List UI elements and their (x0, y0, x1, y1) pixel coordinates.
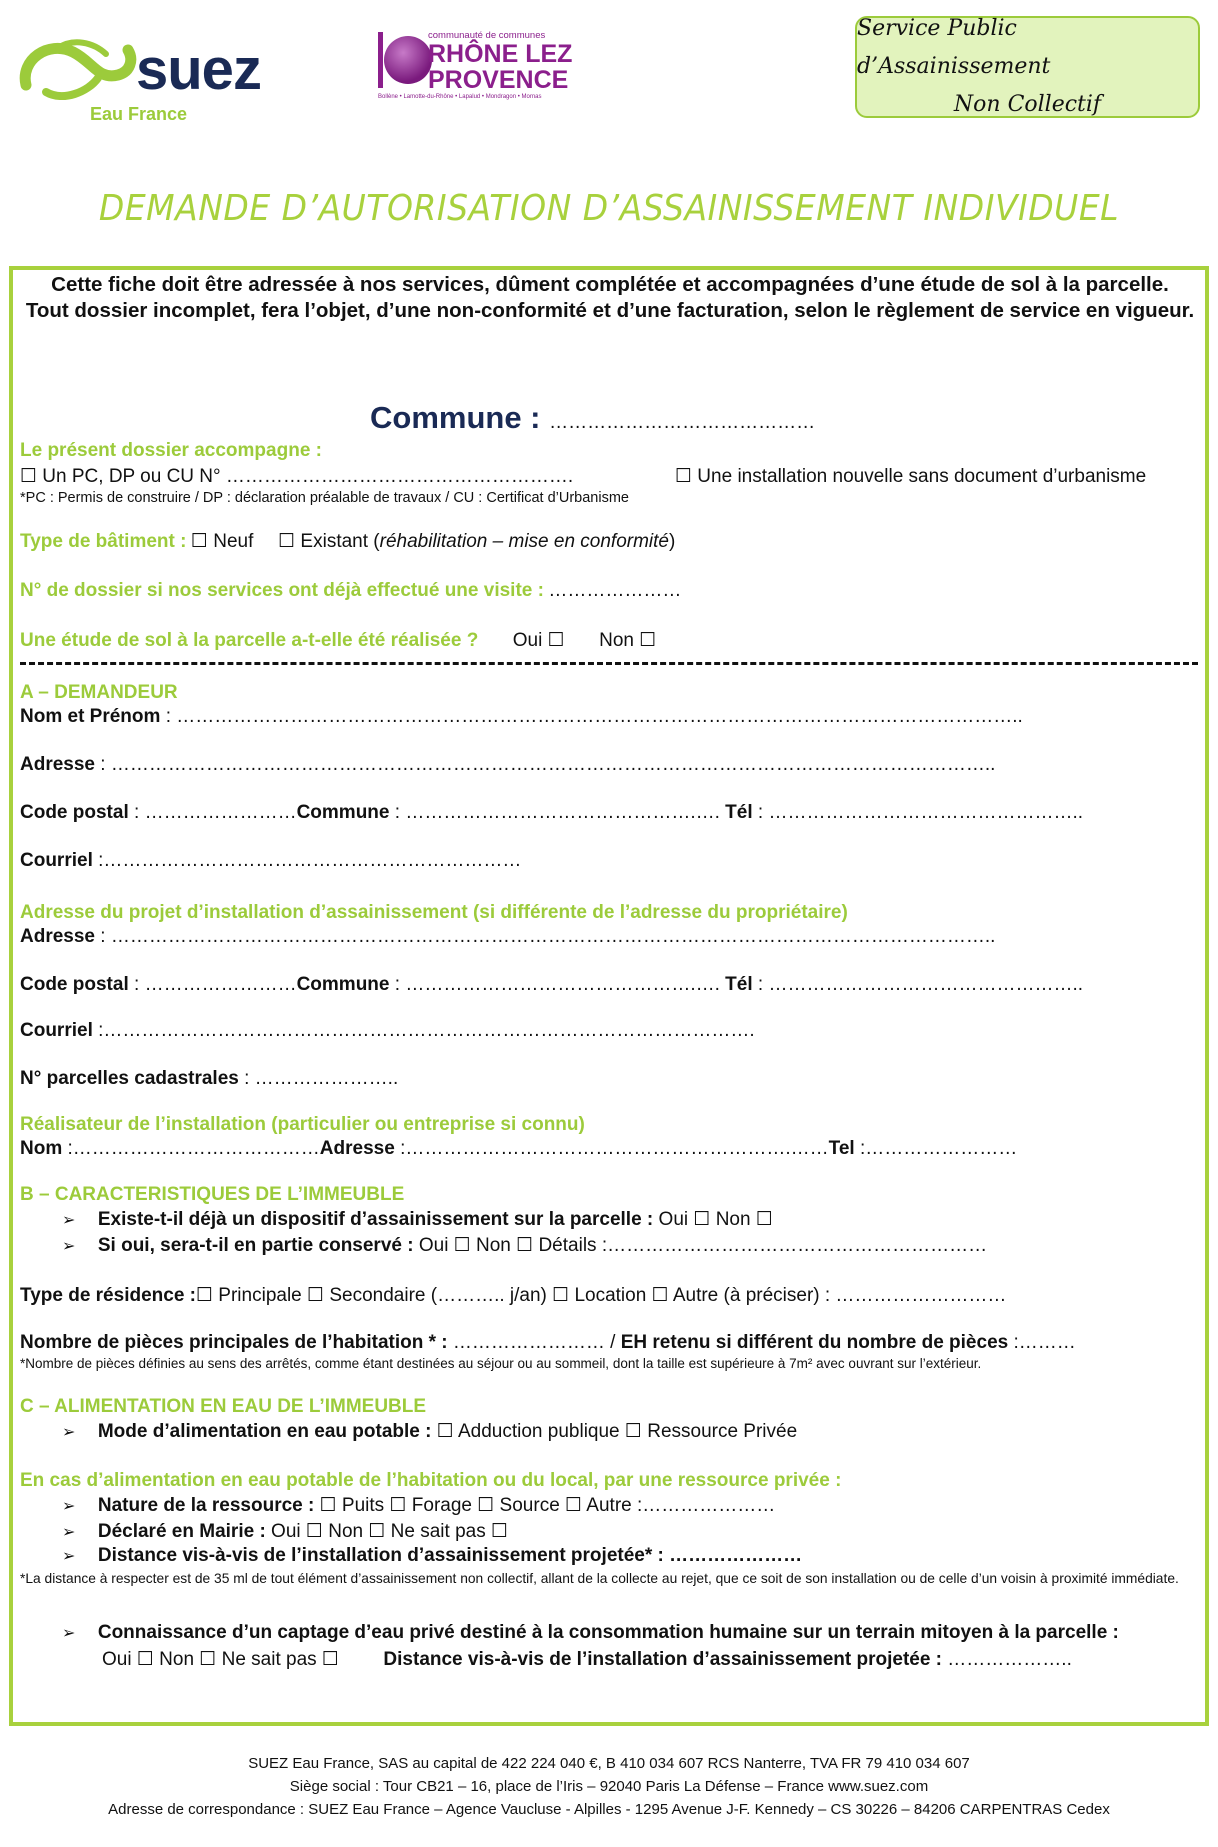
batiment-existant-close: ) (669, 531, 676, 552)
realisateur-row[interactable] (20, 1138, 1017, 1160)
commune-field[interactable] (370, 400, 815, 436)
commune-dots-a[interactable]: : ……………………………………….…. (389, 802, 726, 823)
demandeur-nom-row[interactable] (20, 706, 1023, 728)
crlp-line2: PROVENCE (428, 66, 569, 94)
mairie-label: Déclaré en Mairie : (97, 1521, 266, 1542)
distance-note: *La distance à respecter est de 35 ml de tout élément d’assainissement non collectif, allant de la collecte au rejet, que ce soit de son installation ou de celle d’un voisin à proximité immédiate. (20, 1571, 1179, 1586)
projet-title: Adresse du projet d’installation d’assainissement (si différente de l’adresse du propriétaire) (20, 902, 848, 923)
arrow-bullet-icon: ➢ (62, 1498, 76, 1515)
dossier-option-pc[interactable]: ☐ Un PC, DP ou CU N° ………………………………………………. (20, 466, 574, 487)
courriel-label: Courriel (20, 850, 93, 871)
projet-courriel-label: Courriel (20, 1020, 93, 1041)
real-tel-label: Tel (828, 1138, 855, 1159)
commune-label: Commune : (370, 400, 541, 435)
dispositif-row[interactable] (62, 1208, 773, 1231)
commune-label-a: Commune (296, 802, 390, 823)
crlp-top-label: communauté de communes (428, 30, 546, 41)
residence-row[interactable] (20, 1284, 1006, 1307)
demandeur-adresse-row[interactable] (20, 754, 995, 776)
parcelles-row[interactable] (20, 1068, 398, 1090)
spanc-line1: Service Public d’Assainissement (857, 16, 1051, 79)
crlp-line1: RHÔNE LEZ (428, 40, 573, 68)
section-a-title: A – DEMANDEUR (20, 682, 178, 703)
captage-options[interactable]: Oui ☐ Non ☐ Ne sait pas ☐ (102, 1649, 339, 1670)
suez-logo (18, 30, 328, 150)
real-nom-dots[interactable]: :………………………………… (62, 1138, 320, 1159)
spanc-box (855, 16, 1200, 118)
visite-label: N° de dossier si nos services ont déjà effectué une visite : (20, 580, 544, 601)
arrow-bullet-icon: ➢ (62, 1524, 76, 1541)
nom-dots[interactable]: : …………………………………………………………………………………………………………………….. (160, 706, 1023, 727)
real-adresse-label: Adresse (319, 1138, 395, 1159)
batiment-existant-detail: réhabilitation – mise en conformité (379, 531, 669, 552)
etude-row (20, 629, 656, 652)
projet-tel-dots[interactable]: : ………………………………………….. (752, 974, 1084, 995)
residence-options[interactable]: ☐ Principale ☐ Secondaire (……….. j/an) ☐ Location ☐ Autre (à préciser) : ……………………… (196, 1285, 1007, 1306)
demandeur-courriel-row[interactable] (20, 850, 521, 872)
arrow-bullet-icon: ➢ (62, 1424, 76, 1441)
projet-cp-label: Code postal (20, 974, 129, 995)
arrow-bullet-icon: ➢ (62, 1238, 76, 1255)
conserve-row[interactable] (62, 1234, 987, 1257)
eh-dots[interactable]: :……… (1008, 1332, 1076, 1353)
conserve-label: Si oui, sera-t-il en partie conservé : (97, 1235, 414, 1256)
nature-options[interactable]: ☐ Puits ☐ Forage ☐ Source ☐ Autre :………………… (314, 1495, 776, 1516)
projet-adresse-row[interactable] (20, 926, 995, 948)
real-adresse-dots[interactable]: :…………………………………………………….…… (394, 1138, 829, 1159)
privee-title: En cas d’alimentation en eau potable de l’habitation ou du local, par une ressource privée : (20, 1470, 842, 1491)
etude-non[interactable]: Non ☐ (599, 630, 657, 651)
captage-distance-label: Distance vis-à-vis de l’installation d’assainissement projetée : (383, 1649, 943, 1670)
etude-label: Une étude de sol à la parcelle a-t-elle été réalisée ? (20, 630, 479, 651)
visite-row (20, 580, 681, 602)
adresse-label: Adresse (20, 754, 95, 775)
projet-cp-dots[interactable]: : …………………… (128, 974, 297, 995)
section-c-title: C – ALIMENTATION EN EAU DE L’IMMEUBLE (20, 1396, 427, 1417)
spanc-line2: Non Collectif (953, 92, 1102, 117)
intro-line1: Cette fiche doit être adressée à nos services, dûment complétée et accompagnées d’une étude de sol à la parcelle. (51, 273, 1169, 296)
suez-swirl-icon (18, 30, 138, 110)
parcelles-dots[interactable]: : ………………….. (238, 1068, 399, 1089)
footer-line3: Adresse de correspondance : SUEZ Eau France – Agence Vaucluse - Alpilles - 1295 Avenue J-F. Kennedy – CS 30226 – 84206 CARPENTRAS Cedex (108, 1801, 1110, 1818)
pieces-label: Nombre de pièces principales de l’habitation * : (20, 1332, 448, 1353)
mairie-options[interactable]: Oui ☐ Non ☐ Ne sait pas ☐ (265, 1521, 509, 1542)
captage-label: Connaissance d’un captage d’eau privé destiné à la consommation humaine sur un terrain mitoyen à la parcelle : (97, 1622, 1119, 1643)
nature-label: Nature de la ressource : (97, 1495, 315, 1516)
nature-row[interactable] (62, 1494, 775, 1517)
arrow-bullet-icon: ➢ (62, 1212, 76, 1229)
mairie-row[interactable] (62, 1520, 508, 1543)
batiment-label: Type de bâtiment : (20, 531, 187, 552)
projet-adresse-dots[interactable]: : ………………………………………………………………………………………………………………………….. (95, 926, 996, 947)
pieces-note: *Nombre de pièces définies au sens des arrêtés, comme étant destinées au séjour ou au sommeil, dont la taille est supérieure à 7m² avec ouvrant sur l’extérieur. (20, 1356, 982, 1371)
mode-row[interactable] (62, 1420, 797, 1443)
adresse-dots[interactable]: : ………………………………………………………………………………………………………………………….. (95, 754, 996, 775)
pieces-dots[interactable]: …………………… / (447, 1332, 621, 1353)
batiment-option-neuf[interactable]: ☐ Neuf (190, 531, 254, 552)
visite-dots[interactable]: ………………… (548, 580, 682, 601)
projet-cp-row[interactable] (20, 974, 1083, 996)
commune-dots[interactable]: …………………………………… (549, 412, 816, 433)
section-b-title: B – CARACTERISTIQUES DE L’IMMEUBLE (20, 1184, 405, 1205)
distance-row[interactable] (62, 1545, 802, 1567)
conserve-options[interactable]: Oui ☐ Non ☐ Détails :…………………………………………………… (413, 1235, 988, 1256)
projet-courriel-dots[interactable]: :…………………………………………………………………………………………. (92, 1020, 755, 1041)
parcelles-label: N° parcelles cadastrales (20, 1068, 239, 1089)
suez-subtitle: Eau France (90, 104, 188, 124)
captage-row[interactable] (62, 1622, 1119, 1644)
dossier-option-nouvelle[interactable]: ☐ Une installation nouvelle sans document d’urbanisme (675, 466, 1147, 487)
courriel-dots[interactable]: :………………………………………………………… (92, 850, 522, 871)
eh-label: EH retenu si différent du nombre de pièces (620, 1332, 1009, 1353)
arrow-bullet-icon: ➢ (62, 1625, 76, 1642)
captage-options-row[interactable] (102, 1648, 1072, 1671)
cp-label: Code postal (20, 802, 129, 823)
intro-line2: Tout dossier incomplet, fera l’objet, d’une non-conformité et d’une facturation, selon le règlement de service en vigueur. (25, 299, 1195, 322)
cp-dots[interactable]: : …………………… (128, 802, 297, 823)
realisateur-title: Réalisateur de l’installation (particulier ou entreprise si connu) (20, 1114, 585, 1135)
projet-tel-label: Tél (725, 974, 753, 995)
real-tel-dots[interactable]: :…………………… (854, 1138, 1018, 1159)
crlp-towns: Bollène • Lamotte-du-Rhône • Lapalud • Mondragon • Mornas (378, 94, 542, 100)
residence-label: Type de résidence : (20, 1285, 196, 1306)
arrow-bullet-icon: ➢ (62, 1548, 76, 1565)
dossier-label: Le présent dossier accompagne : (20, 440, 322, 461)
captage-distance-dots[interactable]: ……………….. (942, 1649, 1072, 1670)
dispositif-options[interactable]: Oui ☐ Non ☐ (653, 1209, 773, 1230)
footer-line1: SUEZ Eau France, SAS au capital de 422 224 040 €, B 410 034 607 RCS Nanterre, TVA FR 79 410 034 607 (248, 1755, 970, 1772)
dossier-note: *PC : Permis de construire / DP : déclaration préalable de travaux / CU : Certificat d’Urbanisme (20, 490, 629, 506)
distance-label[interactable]: Distance vis-à-vis de l’installation d’assainissement projetée* : ………………… (97, 1545, 803, 1566)
intro-text (20, 272, 1200, 324)
batiment-option-existant[interactable]: ☐ Existant ( (278, 531, 380, 552)
projet-adresse-label: Adresse (20, 926, 95, 947)
dispositif-label: Existe-t-il déjà un dispositif d’assainissement sur la parcelle : (97, 1209, 654, 1230)
crlp-logo (372, 26, 582, 106)
page-title: DEMANDE D’AUTORISATION D’ASSAINISSEMENT INDIVIDUEL (98, 186, 1120, 229)
dashed-separator (20, 662, 1198, 665)
suez-wordmark: suez (136, 37, 261, 102)
real-nom-label: Nom (20, 1138, 63, 1159)
projet-commune-label: Commune (296, 974, 390, 995)
tel-dots[interactable]: : ………………………………………….. (752, 802, 1084, 823)
mode-options[interactable]: ☐ Adduction publique ☐ Ressource Privée (431, 1421, 798, 1442)
footer-line2: Siège social : Tour CB21 – 16, place de l’Iris – 92040 Paris La Défense – France www.suez.com (289, 1778, 929, 1795)
nom-label: Nom et Prénom (20, 706, 161, 727)
projet-courriel-row[interactable] (20, 1020, 755, 1042)
batiment-row (20, 530, 675, 553)
etude-oui[interactable]: Oui ☐ (512, 630, 565, 651)
mode-label: Mode d’alimentation en eau potable : (97, 1421, 432, 1442)
projet-commune-dots[interactable]: : ……………………………………….…. (389, 974, 726, 995)
pieces-row[interactable] (20, 1332, 1076, 1354)
tel-label: Tél (725, 802, 753, 823)
demandeur-cp-row[interactable] (20, 802, 1083, 824)
